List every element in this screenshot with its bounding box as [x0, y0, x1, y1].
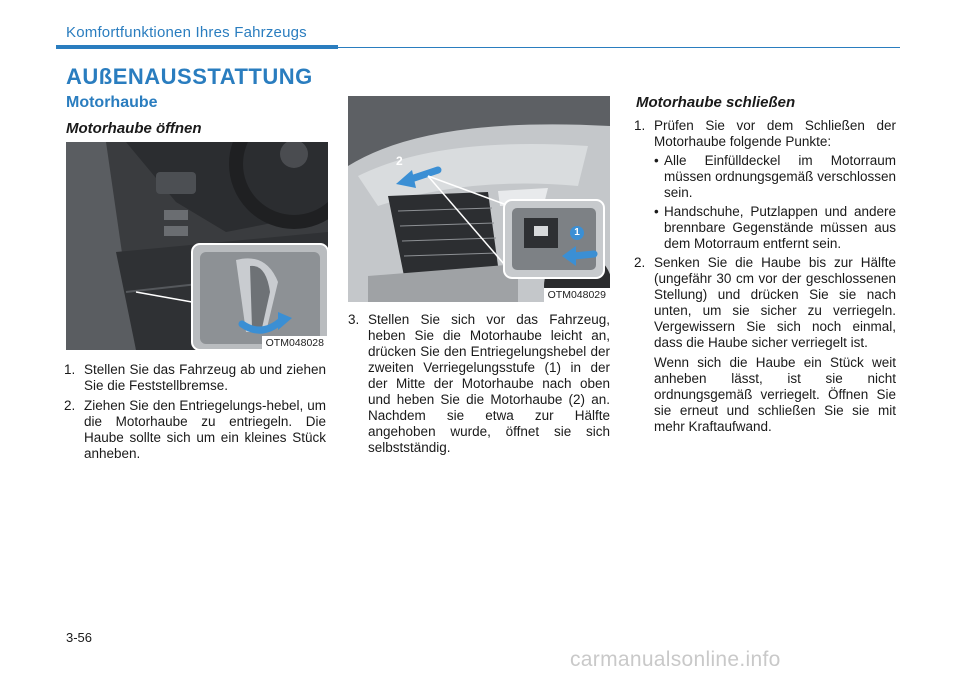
car-front-illustration	[348, 96, 610, 302]
open-hood-heading: Motorhaube öffnen	[66, 120, 202, 137]
step-number: 2.	[64, 398, 76, 413]
step-text: Stellen Sie das Fahrzeug ab und ziehen Sie die Feststellbremse.	[84, 362, 326, 393]
interior-illustration	[66, 142, 328, 350]
callout-2: 2	[396, 154, 403, 168]
bullet-text: Alle Einfülldeckel im Motorraum müssen ordnungsgemäß verschlossen sein.	[664, 153, 896, 200]
bullet-item: • Handschuhe, Putzlappen und andere brennbare Gegenstände müssen aus dem Motorraum entfernt sein.	[654, 204, 896, 251]
step-number: 1.	[634, 118, 646, 133]
step-number: 3.	[348, 312, 360, 327]
list-item	[64, 362, 326, 394]
step-number: 2.	[634, 255, 646, 270]
page-number: 3-56	[66, 630, 93, 645]
figure-code: OTM048029	[544, 288, 610, 302]
close-steps-list	[634, 118, 896, 435]
watermark: carmanualsonline.info	[570, 648, 781, 671]
step-text: Ziehen Sie den Entriegelungs-hebel, um die Motorhaube zu entriegeln. Die Haube sollte sich um ein kleines Stück anheben.	[84, 398, 326, 461]
list-item	[64, 398, 326, 462]
subsection-title: Motorhaube	[66, 94, 158, 111]
chapter-title: Komfortfunktionen Ihres Fahrzeugs	[66, 24, 307, 41]
hood-secondary-latch-figure	[348, 96, 610, 302]
callout-1: 1	[570, 226, 584, 240]
close-hood-heading: Motorhaube schließen	[636, 94, 796, 111]
figure-code: OTM048028	[262, 336, 328, 350]
header-rule	[56, 45, 338, 49]
bullet-text: Handschuhe, Putzlappen und andere brennbare Gegenstände müssen aus dem Motorraum entfernt sein.	[664, 204, 896, 251]
list-item	[348, 312, 610, 456]
step-text: Senken Sie die Haube bis zur Hälfte (ungefähr 30 cm vor der geschlossenen Stellung) und drücken Sie sie nach unten, um sie sicher zu verriegeln. Vergewissern Sie sich noch einmal, dass die Haube sicher verriegelt ist.	[654, 255, 896, 350]
section-title: AUßENAUSSTATTUNG	[66, 64, 313, 89]
step-number: 1.	[64, 362, 76, 377]
list-item	[634, 255, 896, 351]
bullet-item: • Alle Einfülldeckel im Motorraum müssen ordnungsgemäß verschlossen sein.	[654, 153, 896, 200]
open-steps-list	[64, 362, 326, 462]
step-text: Stellen Sie sich vor das Fahrzeug, heben Sie die Motorhaube leicht an, drücken Sie den Entriegelungshebel der zweiten Verriegelungsstufe (1) in der der Mitte der Motorhaube nach oben und heben Sie die Motorhaube (2) an. Nachdem sie etwa zur Hälfte angehoben wurde, öffnet sie sich selbstständig.	[368, 312, 610, 455]
checklist	[654, 153, 896, 252]
middle-steps-list	[348, 312, 610, 456]
hood-release-lever-figure	[66, 142, 328, 350]
note-paragraph: Wenn sich die Haube ein Stück weit anheben lässt, ist sie nicht ordnungsgemäß verriegelt. Öffnen Sie sie erneut und schließen Sie sie mit mehr Kraftaufwand.	[654, 355, 896, 434]
list-item	[634, 118, 896, 150]
header-rule-thin	[338, 47, 900, 48]
step-text: Prüfen Sie vor dem Schließen der Motorhaube folgende Punkte:	[654, 118, 896, 149]
